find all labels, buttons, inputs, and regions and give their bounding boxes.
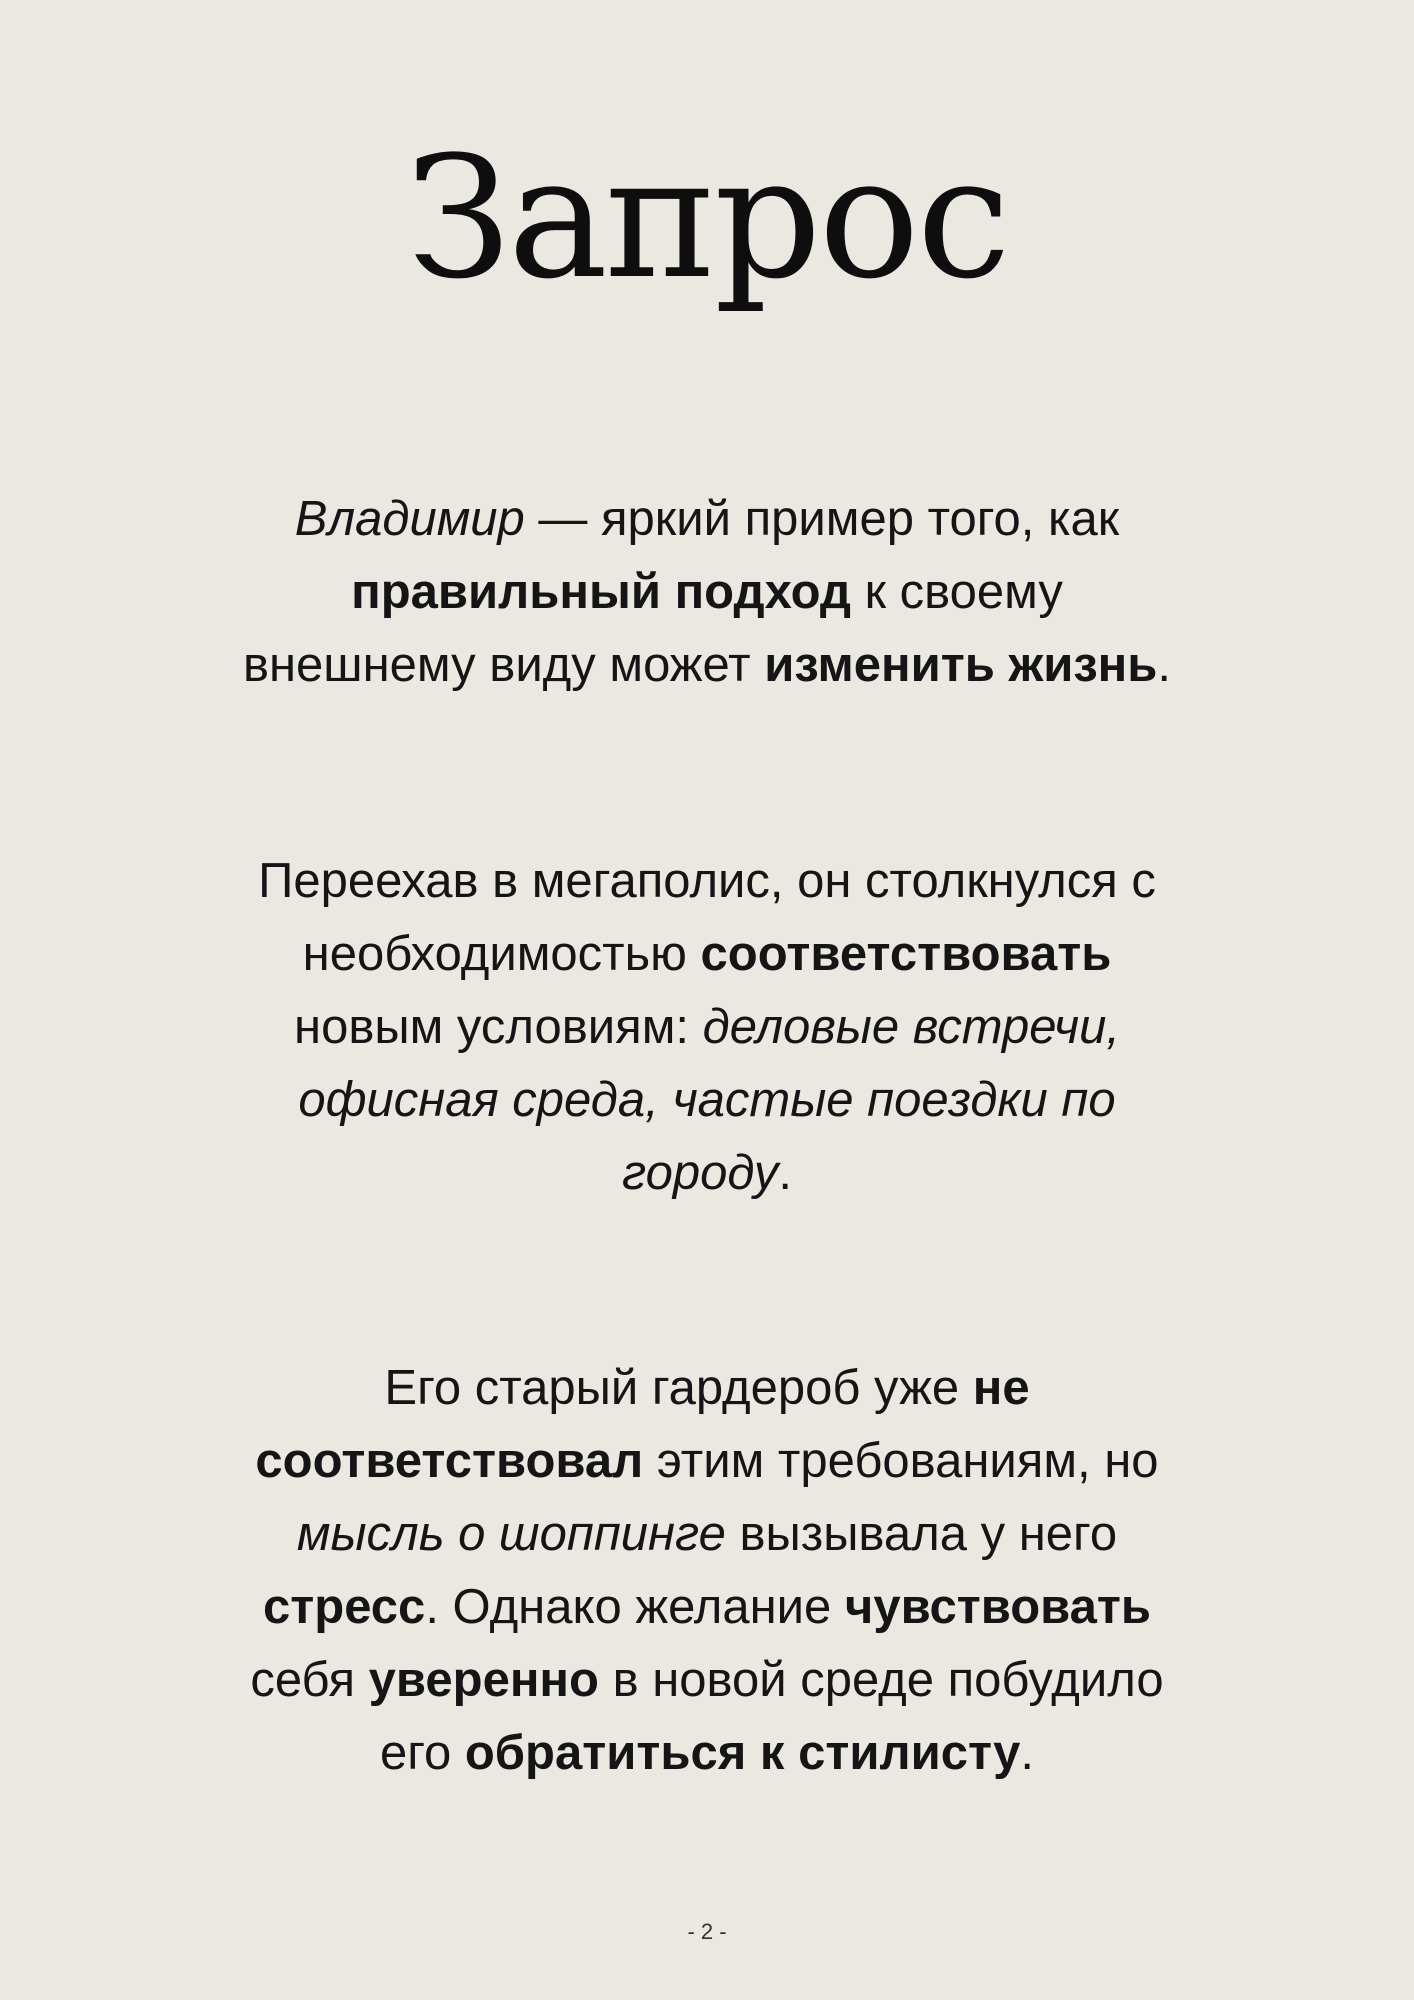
paragraph-line <box>100 918 1314 991</box>
paragraph-line <box>100 991 1314 1064</box>
bold-run: соответствовать <box>700 927 1112 981</box>
paragraph-line <box>100 556 1314 629</box>
text-run: к своему <box>850 565 1063 619</box>
paragraph-line <box>100 1137 1314 1210</box>
paragraph-move <box>100 845 1314 1210</box>
bold-run: изменить жизнь <box>764 638 1158 692</box>
italic-run: городу <box>621 1146 779 1200</box>
text-run: Его старый гардероб уже <box>384 1361 973 1415</box>
bold-run: чувствовать <box>844 1580 1151 1634</box>
text-run: его <box>379 1726 465 1780</box>
paragraph-line <box>100 1498 1314 1571</box>
text-run: необходимостью <box>302 927 701 981</box>
italic-run: деловые встречи, <box>702 1000 1120 1054</box>
paragraph-line <box>100 1425 1314 1498</box>
text-run: внешнему виду может <box>242 638 765 692</box>
text-run: . <box>1020 1726 1035 1780</box>
paragraph-wardrobe <box>100 1352 1314 1790</box>
text-run: этим требованиям, но <box>643 1434 1159 1488</box>
page-number: - 2 - <box>687 1919 727 1944</box>
bold-run: не <box>972 1361 1030 1415</box>
bold-run: стресс <box>263 1580 426 1634</box>
paragraph-line <box>100 629 1314 702</box>
paragraph-line <box>100 1064 1314 1137</box>
text-run: вызывала у него <box>725 1507 1118 1561</box>
paragraph-line <box>100 1644 1314 1717</box>
paragraph-line <box>100 483 1314 556</box>
text-run: новым условиям: <box>294 1000 703 1054</box>
text-run: в новой среде побудило <box>598 1653 1164 1707</box>
paragraph-line <box>100 1717 1314 1790</box>
italic-run: мысль о шоппинге <box>296 1507 726 1561</box>
paragraph-intro <box>100 483 1314 702</box>
italic-run: офисная среда, частые поездки по <box>298 1073 1116 1127</box>
paragraph-line <box>100 1352 1314 1425</box>
paragraph-line <box>100 845 1314 918</box>
bold-run: правильный подход <box>351 565 851 619</box>
paragraph-line <box>100 1571 1314 1644</box>
text-run: . <box>1157 638 1172 692</box>
text-run: Переехав в мегаполис, он столкнулся с <box>258 854 1156 908</box>
text-run: — яркий пример того, как <box>524 492 1120 546</box>
text-run: себя <box>250 1653 369 1707</box>
client-name: Владимир <box>294 492 525 546</box>
text-run: . <box>778 1146 793 1200</box>
page-title: Запрос <box>406 120 1008 316</box>
bold-run: обратиться к стилисту <box>464 1726 1021 1780</box>
bold-run: соответствовал <box>255 1434 644 1488</box>
bold-run: уверенно <box>368 1653 599 1707</box>
text-run: . Однако желание <box>425 1580 845 1634</box>
